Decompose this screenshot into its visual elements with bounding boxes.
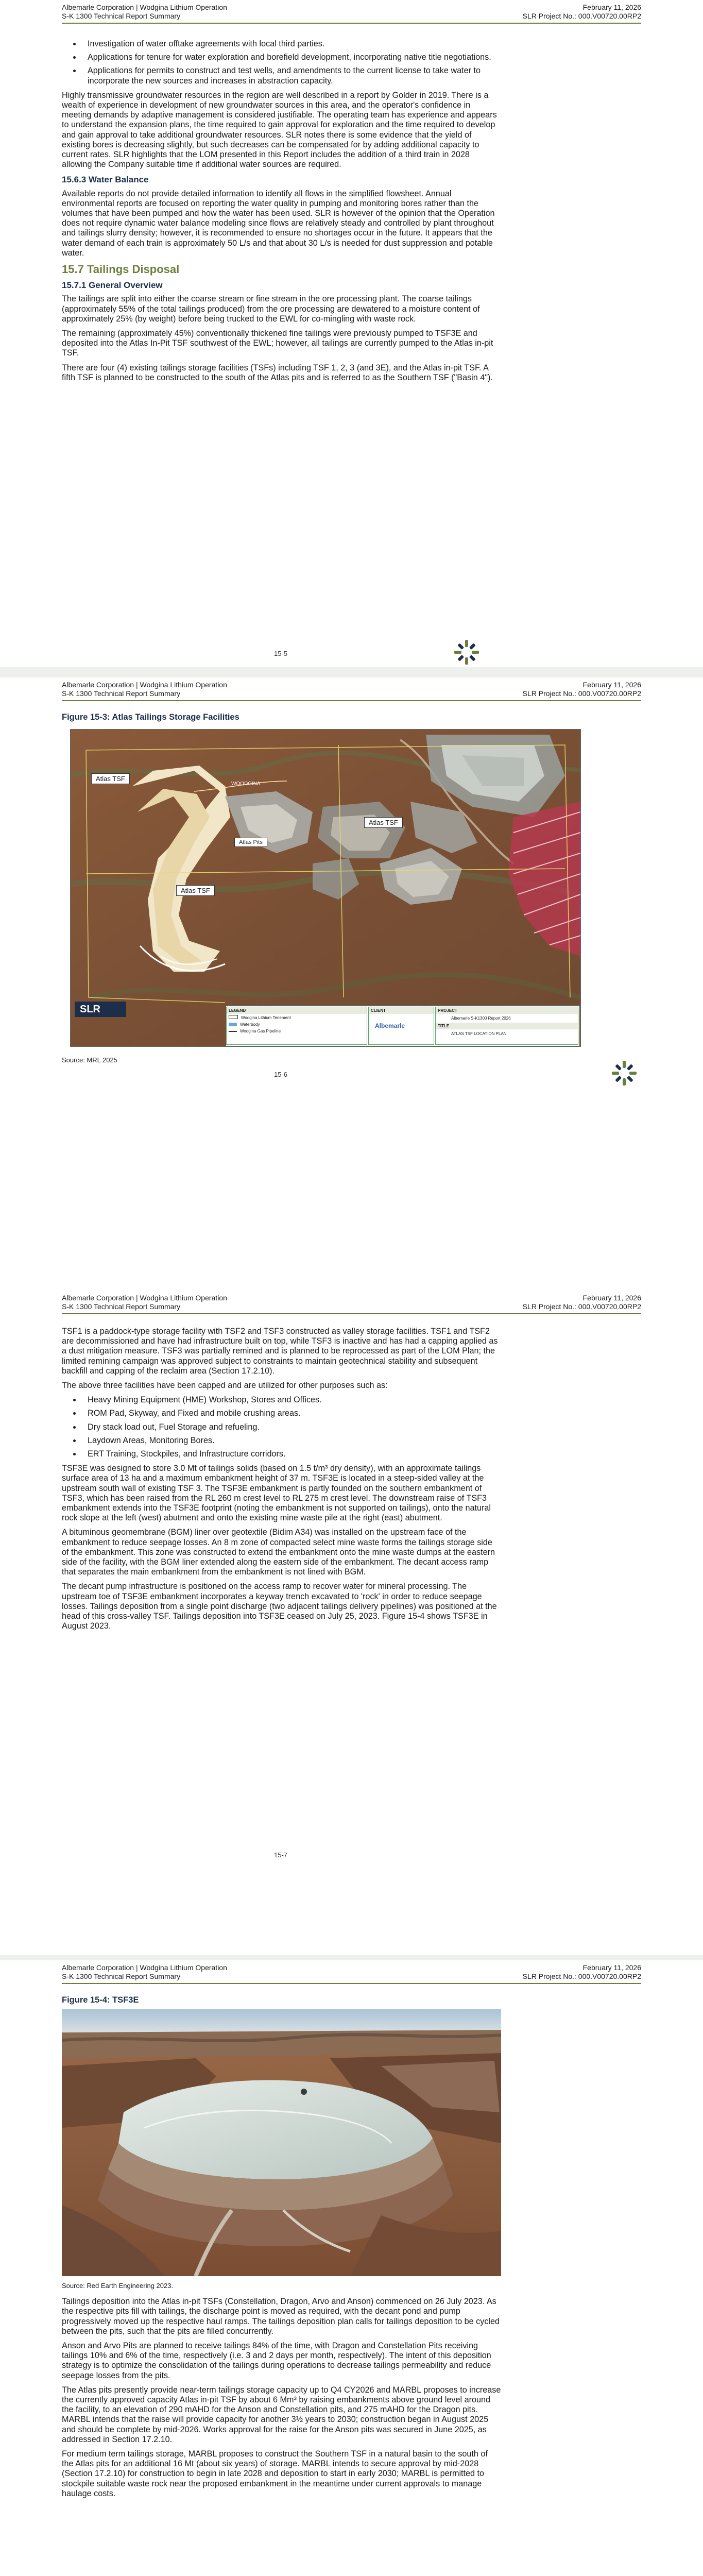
project-panel bbox=[435, 1007, 578, 1045]
label-atlas-pits: Atlas Pits bbox=[234, 838, 267, 847]
satellite-map-image bbox=[71, 730, 580, 1046]
header-project-no: SLR Project No.: 000.V00720.00RP2 bbox=[522, 689, 641, 698]
header-left bbox=[62, 1294, 227, 1311]
figure-caption bbox=[62, 713, 501, 722]
project-head: PROJECT bbox=[436, 1007, 578, 1014]
paragraph: The above three facilities have been capped and are utilized for other purposes such as: bbox=[62, 1381, 388, 1391]
paragraph: TSF1 is a paddock-type storage facility with TSF2 and TSF3 constructed as valley storage facilities. TSF1 and TSF2 are decommissioned and have had infrastructure built on top, while TSF3 is inactive and has had a capping applied as a dust mitigation measure. TSF3 was partially remined and is planned to be reprocessed as part of the LOM Plan; the limited remining campaign was approved subject to constraints to maintain geotechnical stability and subsequent backfill and capping of the reclaim area (Section 17.2.10). bbox=[62, 1327, 498, 1376]
page-15-6 bbox=[0, 677, 703, 1337]
paragraph: The Atlas pits presently provide near-term tailings storage capacity up to Q4 CY2026 and MARBL proposes to increase the currently approved capacity Atlas in-pit TSF by about 6 Mm³ by raising embankments above ground level around the facility, to an elevation of 290 mAHD for the Anson and Constellation pits, and 275 mAHD for the Dragon pits. MARBL intends that the raise will provide capacity for another 3½ years to 2030; construction began in August 2025 and should be complete by mid-2026. Works approval for the raise for the Anson pits was secured in June 2025, as addressed in Section 17.2.10. bbox=[62, 2385, 501, 2444]
header-project-no: SLR Project No.: 000.V00720.00RP2 bbox=[522, 12, 641, 20]
page-number: 15-7 bbox=[273, 1851, 288, 1859]
page-body bbox=[62, 1327, 501, 1636]
label-atlas-tsf-sw: Atlas TSF bbox=[176, 885, 215, 896]
header-report-type: S-K 1300 Technical Report Summary bbox=[62, 689, 181, 698]
legend-panel bbox=[226, 1007, 367, 1045]
list-item: • Heavy Mining Equipment (HME) Workshop, Stores and Offices. bbox=[81, 1395, 501, 1405]
page-body bbox=[62, 39, 501, 387]
header-report-type: S-K 1300 Technical Report Summary bbox=[62, 1302, 181, 1311]
header-rule bbox=[62, 1313, 641, 1314]
legend-row: Wodgina Gas Pipeline bbox=[227, 1028, 367, 1035]
list-item: • Investigation of water offtake agreements with local third parties. bbox=[81, 39, 501, 49]
slr-logo-icon bbox=[611, 1060, 638, 1087]
page-number: 15-6 bbox=[273, 1071, 288, 1078]
paragraph: For medium term tailings storage, MARBL proposes to construct the Southern TSF in a natural basin to the south of the Atlas pits for an additional 16 Mt (about six years) of storage. MARBL intends to secure approval by mid-2028 (Section 17.2.10) for construction to begin in late 2028 and deposition to start in early 2030; MARBL is permitted to stockpile suitable waste rock near the proposed embankment in the meantime under current approvals to manage haulage costs. bbox=[62, 2449, 488, 2498]
label-road: WOODGINA bbox=[231, 781, 261, 787]
paragraph: Available reports do not provide detailed information to identify all flows in the simplified flowsheet. Annual environmental reports are focused on reporting the water quality in pumping and monitoring bores rather than the volumes that have been pumped and how the water has been used. SLR is however of the opinion that the Operation does not require dynamic water balance modeling since flows are relatively steady and controlled by plant throughout and tailings slurry density; however, it is recommended to ensure no shortages occur in the future. It appears that the water demand of each train is approximately 50 L/s and that about 30 L/s is needed for dust suppression and potable water. bbox=[62, 189, 495, 258]
header-right bbox=[523, 681, 641, 698]
paragraph: Anson and Arvo Pits are planned to receive tailings 84% of the time, with Dragon and Constellation Pits receiving tailings 10% and 6% of the time, respectively (i.e. 3 and 2 days per month, respectively). The intent of this deposition strategy is to optimize the consolidation of the tailings during operations to decrease tailings permeability and reduce seepage losses from the pits. bbox=[62, 2341, 491, 2380]
header-date: February 11, 2026 bbox=[582, 681, 641, 689]
paragraph: The tailings are split into either the coarse stream or fine stream in the ore processing plant. The coarse tailings (approximately 55% of the total tailings produced) from the ore processing are dewatered to a moisture content of approximately 25% (by weight) before being trucked to the EWL for co-mingling with waste rock. bbox=[62, 294, 480, 324]
figure-title: Figure 15-3: Atlas Tailings Storage Facilities bbox=[62, 713, 239, 722]
paragraph: A bituminous geomembrane (BGM) liner over geotextile (Bidim A34) was installed on the upstream face of the embankment to reduce seepage losses. An 8 m zone of compacted select mine waste forms the tailings storage side of the embankment. This zone was constructed to extend the embankment onto the mine waste dumps at the eastern side of the facility, with the BGM liner extended along the eastern side of the embankment. The decant access ramp that separates the main embankment from the embankment is not lined with BGM. bbox=[62, 1528, 495, 1577]
legend-title: LEGEND bbox=[227, 1007, 367, 1014]
header-company: Albemarle Corporation | Wodgina Lithium Operation bbox=[62, 3, 227, 11]
header-left bbox=[62, 3, 227, 21]
list-item: • ERT Training, Stockpiles, and Infrastructure corridors. bbox=[81, 1449, 501, 1459]
project-name: Albemarle S-K1300 Report 2026 bbox=[451, 1016, 511, 1021]
header-company: Albemarle Corporation | Wodgina Lithium Operation bbox=[62, 681, 227, 689]
list-item: • Dry stack load out, Fuel Storage and refueling. bbox=[81, 1422, 501, 1432]
page-body bbox=[62, 2281, 501, 2503]
section-heading: 15.6.3 Water Balance bbox=[62, 175, 149, 185]
header-right bbox=[523, 1963, 641, 1981]
client-head: CLIENT bbox=[369, 1007, 434, 1014]
paragraph: The remaining (approximately 45%) conventionally thickened fine tailings were previously pumped to TSF3E and deposited into the Atlas In-Pit TSF southwest of the EWL; however, all tailings are currently pumped to the Atlas in-pit TSF. bbox=[62, 329, 493, 358]
figure-caption bbox=[62, 1995, 501, 2005]
bullet-list bbox=[62, 1395, 501, 1459]
page-15-5 bbox=[0, 0, 703, 667]
map-brand-text: SLR bbox=[80, 1004, 100, 1015]
list-item: • ROM Pad, Skyway, and Fixed and mobile crushing areas. bbox=[81, 1409, 501, 1418]
title-name: ATLAS TSF LOCATION PLAN bbox=[451, 1031, 507, 1036]
paragraph: The decant pump infrastructure is positioned on the access ramp to recover water for mineral processing. The upstream toe of TSF3E embankment incorporates a keyway trench excavated to 'rock' in order to reduce seepage losses. Tailings deposition from a single point discharge (two adjacent tailings delivery pipelines) was positioned at the head of this cross-valley TSF. Tailings deposition into TSF3E ceased on July 25, 2023. Figure 15-4 shows TSF3E in August 2023. bbox=[62, 1582, 497, 1631]
section-heading: 15.7 Tailings Disposal bbox=[62, 263, 180, 276]
list-item: • Applications for permits to construct and test wells, and amendments to the current license to take water to incorporate the new sources and increases in abstraction capacity. bbox=[81, 66, 501, 86]
list-item: • Applications for tenure for water exploration and borefield development, incorporating native title negotiations. bbox=[81, 53, 501, 62]
header-company: Albemarle Corporation | Wodgina Lithium Operation bbox=[62, 1963, 227, 1972]
map-brand bbox=[75, 1002, 126, 1017]
tsf3e-aerial-photo bbox=[62, 2009, 501, 2276]
header-rule bbox=[62, 700, 641, 701]
paragraph: There are four (4) existing tailings storage facilities (TSFs) including TSF 1, 2, 3 (and 3E), and the Atlas in-pit TSF. A fifth TSF is planned to be constructed to the south of the Atlas pits and is referred to as the Southern TSF ("Basin 4"). bbox=[62, 363, 493, 382]
legend-row: Waterbody bbox=[227, 1021, 367, 1028]
page-15-7 bbox=[0, 1291, 703, 1955]
header-left bbox=[62, 1963, 227, 1981]
figure-title: Figure 15-4: TSF3E bbox=[62, 1995, 139, 2005]
paragraph: Highly transmissive groundwater resources in the region are well described in a report by Golder in 2019. There is a wealth of experience in development of new groundwater sources in this area, and the operator's confidence in meeting demands by adaptive management is considered justifiable. The operating team has experience and appears to understand the expansion plans, the time required to gain approval for exploration and the time required to develop and gain approval to take additional groundwater resources. SLR notes there is some evidence that the yield of existing bores is decreasing slightly, but such decreases can be compensated for by adding additional capacity to current rates. SLR highlights that the LOM presented in this Report includes the addition of a third train in 2028 allowing the Company suitable time if additional water sources are required. bbox=[62, 90, 497, 170]
header-report-type: S-K 1300 Technical Report Summary bbox=[62, 1972, 181, 1980]
title-head: TITLE bbox=[436, 1023, 578, 1029]
legend-row: Wodgina Lithium Tenement bbox=[227, 1014, 367, 1021]
header-date: February 11, 2026 bbox=[582, 3, 641, 11]
header-rule bbox=[62, 1983, 641, 1984]
header-company: Albemarle Corporation | Wodgina Lithium Operation bbox=[62, 1294, 227, 1302]
page-number: 15-5 bbox=[273, 650, 288, 657]
header-left bbox=[62, 681, 227, 698]
figure-source bbox=[62, 1055, 501, 1065]
section-heading: 15.7.1 General Overview bbox=[62, 280, 163, 291]
slr-logo-icon bbox=[453, 639, 480, 666]
header-report-type: S-K 1300 Technical Report Summary bbox=[62, 12, 181, 20]
client-name: Albemarle bbox=[375, 1022, 405, 1029]
header-rule bbox=[62, 23, 641, 24]
list-item: • Laydown Areas, Monitoring Bores. bbox=[81, 1436, 501, 1446]
header-date: February 11, 2026 bbox=[582, 1294, 641, 1302]
header-date: February 11, 2026 bbox=[582, 1963, 641, 1972]
label-atlas-tsf-ne: Atlas TSF bbox=[364, 817, 403, 828]
page-15-8 bbox=[0, 1960, 703, 2576]
paragraph: Tailings deposition into the Atlas in-pit TSFs (Constellation, Dragon, Arvo and Anson) commenced on 26 July 2023. As the respective pits fill with tailings, the discharge point is moved as required, with the decant pond and pump progressively moved up the respective haul ramps. The tailings deposition plan calls for tailings deposition to be cycled between the pits, such that the pits are filled concurrently. bbox=[62, 2297, 500, 2336]
source-note: Source: Red Earth Engineering 2023. bbox=[62, 2282, 174, 2290]
atlas-tsf-map bbox=[70, 729, 581, 1047]
client-panel bbox=[368, 1007, 434, 1045]
paragraph: TSF3E was designed to store 3.0 Mt of tailings solids (based on 1.5 t/m³ dry density), with an approximate tailings surface area of 13 ha and a maximum embankment height of 37 m. TSF3E is located in a steep-sided valley at the upstream south wall of existing TSF 3. The TSF3E embankment is partly founded on the southern embankment of TSF3, which has been raised from the RL 260 m crest level to RL 275 m crest level. The downstream raise of TSF3 embankment extends into the TSF3E footprint (noting the embankment is not supported on tailings), onto the natural rock slope at the left (west) abutment and onto the existing mine waste pile at the right (east) abutment. bbox=[62, 1464, 491, 1523]
label-atlas-tsf-nw: Atlas TSF bbox=[91, 773, 130, 784]
header-project-no: SLR Project No.: 000.V00720.00RP2 bbox=[522, 1972, 641, 1980]
bullet-list bbox=[62, 39, 501, 86]
header-project-no: SLR Project No.: 000.V00720.00RP2 bbox=[522, 1302, 641, 1311]
header-right bbox=[523, 1294, 641, 1311]
header-right bbox=[523, 3, 641, 21]
map-title-block bbox=[226, 1005, 579, 1046]
source-note: Source: MRL 2025 bbox=[62, 1056, 117, 1064]
